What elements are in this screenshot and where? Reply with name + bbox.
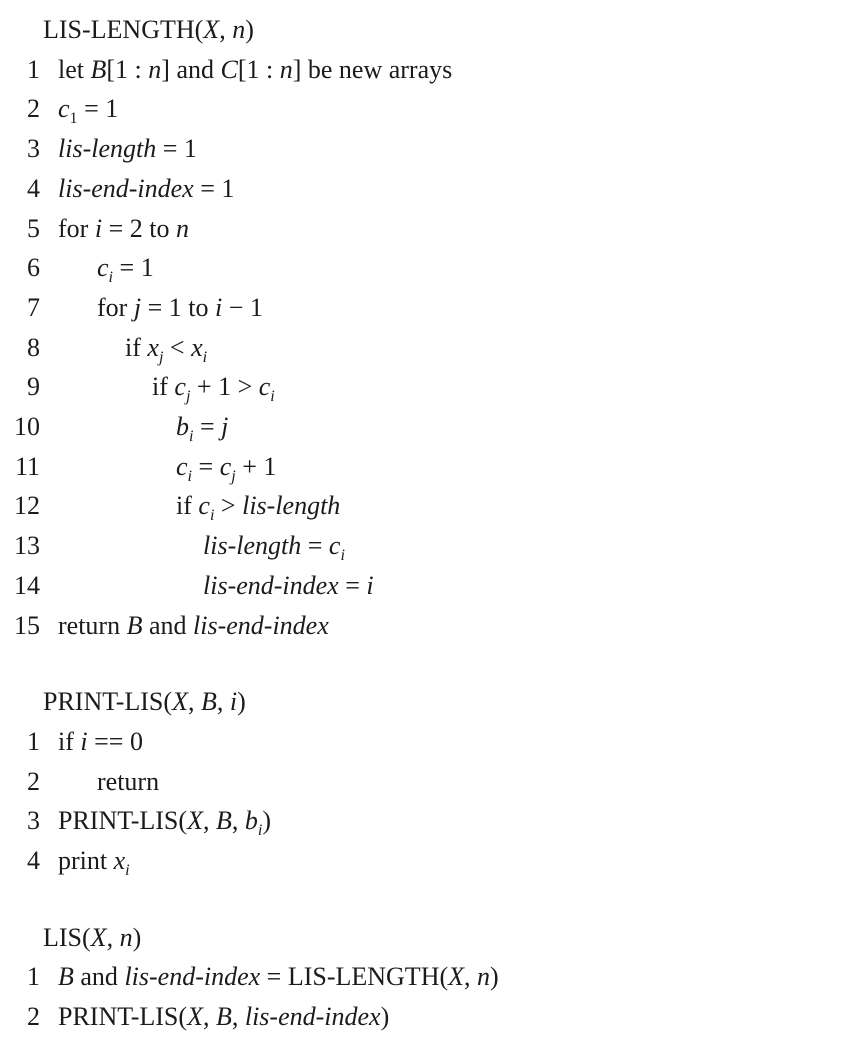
code-segment: x: [113, 846, 126, 876]
code-segment: >: [214, 491, 243, 521]
procedures: [10, 10, 853, 1037]
code-line: [10, 288, 853, 328]
line-code: [40, 957, 499, 997]
line-number: 3: [27, 134, 40, 164]
code-segment: lis-end-index: [58, 173, 194, 203]
subscript: i: [108, 269, 114, 287]
code-segment: return: [97, 766, 160, 796]
code-line: [10, 841, 853, 881]
code-segment: for: [58, 213, 95, 243]
line-code: [40, 50, 452, 90]
code-segment: c: [97, 253, 109, 283]
procedure-block: [10, 682, 853, 881]
line-code: [40, 801, 271, 841]
code-line: [10, 328, 853, 368]
line-number: 6: [27, 253, 40, 283]
code-segment: = 1: [193, 173, 235, 203]
code-segment: n: [279, 54, 293, 84]
line-code: [40, 288, 263, 328]
code-segment: =: [338, 570, 367, 600]
code-segment: print: [58, 846, 114, 876]
code-segment: =: [192, 451, 220, 481]
code-segment: c: [176, 451, 188, 481]
line-code: [40, 526, 345, 566]
code-segment: = 1 to: [141, 292, 215, 322]
code-segment: ,: [216, 687, 230, 717]
code-segment: i: [229, 687, 238, 717]
code-segment: [1 :: [106, 54, 149, 84]
code-segment: b: [244, 806, 258, 836]
code-segment: ): [245, 15, 254, 44]
line-number: 10: [14, 412, 40, 442]
code-segment: i: [366, 570, 374, 600]
code-segment: for: [97, 292, 134, 322]
code-segment: B: [215, 806, 232, 836]
code-segment: n: [477, 962, 491, 992]
subscript: i: [125, 862, 130, 880]
code-segment: if: [152, 372, 175, 402]
subscript: i: [257, 822, 263, 840]
line-code: [40, 841, 130, 881]
line-code: [40, 762, 159, 802]
line-number: 13: [14, 531, 40, 561]
code-segment: =: [193, 412, 222, 442]
line-code: [40, 407, 228, 447]
line-number: 5: [27, 213, 40, 243]
line-number: 4: [27, 173, 40, 203]
code-line: [10, 801, 853, 841]
line-number: 12: [14, 491, 40, 521]
code-segment: = 2 to: [102, 213, 176, 243]
line-code: [40, 486, 340, 526]
line-code: [40, 89, 118, 129]
line-code: [40, 997, 389, 1037]
code-segment: X: [90, 922, 107, 952]
code-segment: i: [214, 292, 223, 322]
code-segment: ] be new arrays: [292, 54, 453, 84]
subscript: j: [231, 467, 236, 485]
code-segment: PRINT-LIS(: [43, 687, 173, 717]
code-segment: + 1 >: [190, 372, 259, 402]
code-line: [10, 762, 853, 802]
line-code: [40, 606, 329, 646]
code-segment: n: [119, 922, 133, 952]
line-code: [40, 367, 275, 407]
code-segment: i: [80, 726, 88, 756]
code-segment: and: [142, 610, 194, 640]
code-line: [10, 129, 853, 169]
procedure-block: [10, 918, 853, 1037]
subscript: i: [209, 507, 215, 525]
code-segment: ): [490, 962, 499, 992]
code-segment: PRINT-LIS(: [58, 806, 188, 836]
line-code: [40, 447, 276, 487]
code-segment: LIS-LENGTH(: [43, 15, 204, 44]
code-segment: j: [133, 292, 142, 322]
code-line: [10, 169, 853, 209]
line-code: [40, 722, 143, 762]
code-segment: == 0: [87, 726, 143, 756]
code-line: [10, 89, 853, 129]
code-segment: n: [232, 15, 246, 44]
code-segment: c: [258, 372, 271, 402]
line-number: 1: [27, 726, 40, 756]
code-line: [10, 447, 853, 487]
code-segment: ): [237, 687, 246, 717]
code-segment: ,: [231, 806, 245, 836]
code-segment: j: [221, 412, 229, 442]
code-segment: X: [187, 1002, 203, 1032]
code-segment: ,: [187, 687, 201, 717]
code-segment: c: [174, 372, 186, 402]
procedure-block: [10, 10, 853, 645]
code-segment: [1 :: [237, 54, 280, 84]
line-code: [40, 129, 197, 169]
code-segment: X: [448, 962, 465, 992]
code-segment: ): [262, 806, 271, 836]
code-segment: B: [90, 54, 107, 84]
code-segment: return: [58, 610, 127, 640]
subscript: i: [340, 547, 345, 565]
line-number: 4: [27, 846, 40, 876]
code-segment: =: [301, 531, 329, 561]
code-segment: X: [203, 15, 220, 44]
code-segment: ,: [106, 922, 120, 952]
line-code: [40, 566, 374, 606]
code-segment: c: [58, 94, 70, 124]
subscript: i: [187, 467, 193, 485]
subscript: j: [158, 348, 164, 366]
line-number: 7: [27, 292, 40, 322]
code-line: [10, 997, 853, 1037]
subscript: j: [185, 388, 191, 406]
code-segment: c: [328, 531, 341, 561]
code-segment: n: [148, 54, 162, 84]
subscript: i: [270, 388, 275, 406]
subscript: i: [189, 428, 194, 446]
code-segment: X: [172, 687, 188, 717]
code-segment: ,: [202, 806, 216, 836]
code-segment: lis-length: [58, 134, 157, 164]
code-segment: if: [125, 332, 148, 362]
line-number: 1: [27, 54, 40, 84]
line-number: 3: [27, 806, 40, 836]
code-segment: i: [94, 213, 103, 243]
code-line: [10, 957, 853, 997]
code-segment: B: [126, 610, 143, 640]
code-segment: b: [176, 412, 189, 442]
line-number: 2: [27, 1002, 40, 1032]
code-segment: if: [176, 491, 199, 521]
code-segment: if: [58, 726, 81, 756]
code-line: [10, 367, 853, 407]
code-segment: lis-length: [203, 531, 302, 561]
code-line: [10, 50, 853, 90]
code-segment: lis-end-index: [124, 962, 261, 992]
line-number: 11: [14, 451, 40, 481]
line-number: 9: [27, 372, 40, 402]
code-segment: − 1: [222, 292, 263, 322]
code-segment: = LIS-LENGTH(: [260, 962, 449, 992]
code-segment: B: [200, 687, 217, 717]
code-line: [10, 566, 853, 606]
code-segment: ,: [219, 15, 233, 44]
line-code: [40, 248, 154, 288]
code-segment: <: [163, 332, 192, 362]
line-code: [40, 169, 234, 209]
line-number: 1: [27, 962, 40, 992]
code-line: [10, 486, 853, 526]
code-segment: x: [191, 332, 203, 362]
line-code: [40, 328, 207, 368]
code-line: [10, 248, 853, 288]
code-segment: ): [380, 1002, 390, 1032]
line-number: 15: [14, 610, 40, 640]
code-segment: lis-end-index: [193, 610, 329, 640]
code-segment: = 1: [156, 134, 197, 164]
code-segment: lis-end-index: [244, 1002, 381, 1032]
code-segment: + 1: [235, 451, 277, 481]
code-segment: C: [220, 54, 238, 84]
code-segment: = 1: [77, 94, 119, 124]
line-code: [40, 209, 189, 249]
procedure-title: [43, 918, 853, 958]
line-number: 14: [14, 570, 40, 600]
subscript: i: [202, 348, 208, 366]
code-segment: n: [175, 213, 189, 243]
code-segment: c: [198, 491, 210, 521]
code-segment: = 1: [113, 253, 154, 283]
code-segment: and: [73, 962, 125, 992]
code-segment: B: [58, 962, 74, 992]
code-line: [10, 407, 853, 447]
code-segment: ,: [202, 1002, 216, 1032]
code-segment: lis-length: [242, 491, 341, 521]
code-segment: lis-end-index: [203, 570, 339, 600]
code-line: [10, 606, 853, 646]
code-segment: PRINT-LIS(: [58, 1002, 188, 1032]
procedure-title: [43, 682, 853, 722]
code-segment: LIS(: [43, 922, 91, 952]
line-number: 2: [27, 766, 40, 796]
code-line: [10, 526, 853, 566]
code-segment: ): [132, 922, 142, 952]
subscript: 1: [69, 110, 78, 128]
code-line: [10, 722, 853, 762]
code-segment: ,: [464, 962, 478, 992]
procedure-title: [43, 10, 853, 50]
code-segment: ] and: [161, 54, 221, 84]
code-segment: let: [58, 54, 91, 84]
code-segment: X: [187, 806, 203, 836]
line-number: 8: [27, 332, 40, 362]
code-segment: x: [147, 332, 159, 362]
code-segment: B: [215, 1002, 232, 1032]
code-line: [10, 209, 853, 249]
code-segment: ,: [231, 1002, 245, 1032]
line-number: 2: [27, 94, 40, 124]
code-segment: c: [219, 451, 232, 481]
